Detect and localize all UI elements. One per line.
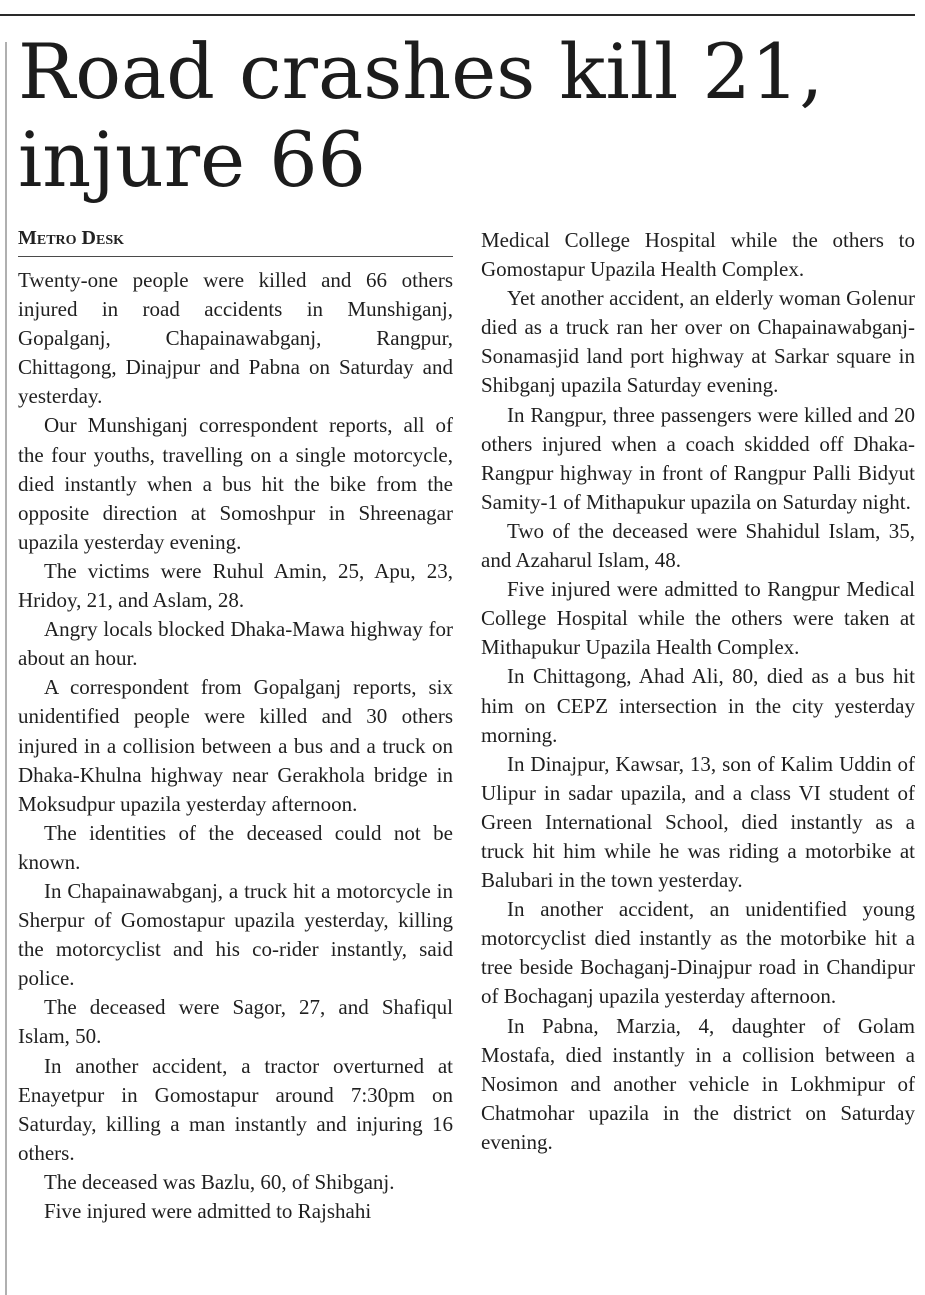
paragraph: The deceased was Bazlu, 60, of Shibganj. <box>44 1169 395 1194</box>
byline: Metro Desk <box>18 226 453 257</box>
paragraph: In Pabna, Marzia, 4, daughter of Golam Mostafa, died instantly in a collision between a Nosimon and another vehicle in Lokhmipur of Chatmohar upazila in the district on Saturday evening. <box>481 1013 915 1154</box>
paragraph: In another accident, an unidentified young motorcyclist died instantly as the motorbike hit a tree beside Bochaganj-Dinajpur road in Chandipur of Bochaganj upazila yesterday afternoon. <box>481 897 915 1009</box>
paragraph: In Chapainawabganj, a truck hit a motorcycle in Sherpur of Gomostapur upazila yesterday, killing the motorcyclist and his co-rider instantly, said police. <box>18 878 453 991</box>
article-column-right <box>481 226 915 1157</box>
paragraph: Medical College Hospital while the others to Gomostapur Upazila Health Complex. <box>481 228 915 282</box>
paragraph: The deceased were Sagor, 27, and Shafiqul Islam, 50. <box>18 995 453 1049</box>
paragraph: Yet another accident, an elderly woman Golenur died as a truck ran her over on Chapainawabganj-Sonamasjid land port highway at Sarkar square in Shibganj upazila Saturday evening. <box>481 286 915 398</box>
paragraph: Twenty-one people were killed and 66 others injured in road accidents in Munshiganj, Gopalganj, Chapainawabganj, Rangpur, Chittagong, Dinajpur and Pabna on Saturday and yesterday. <box>18 268 453 409</box>
paragraph: Five injured were admitted to Rangpur Medical College Hospital while the others were taken at Mithapukur Upazila Health Complex. <box>481 577 915 660</box>
headline-line-1: Road crashes kill 21, <box>18 27 824 116</box>
paragraph: In Rangpur, three passengers were killed and 20 others injured when a coach skidded off Dhaka-Rangpur highway in front of Rangpur Palli Bidyut Samity-1 of Mithapukur upazila on Saturday night. <box>481 402 915 514</box>
paragraph: A correspondent from Gopalganj reports, six unidentified people were killed and 30 others injured in a collision between a bus and a truck on Dhaka-Khulna highway near Gerakhola bridge in Moksudpur upazila yesterday afternoon. <box>18 675 453 816</box>
column-rule <box>5 42 7 1295</box>
headline-line-2: injure 66 <box>18 115 366 204</box>
headline <box>18 28 908 204</box>
paragraph: Our Munshiganj correspondent reports, all of the four youths, travelling on a single motorcycle, died instantly when a bus hit the bike from the opposite direction at Somoshpur in Shreenagar upazila yesterday evening. <box>18 413 453 554</box>
paragraph: In Chittagong, Ahad Ali, 80, died as a bus hit him on CEPZ intersection in the city yesterday morning. <box>481 664 915 747</box>
paragraph: The identities of the deceased could not be known. <box>18 820 453 874</box>
paragraph: Five injured were admitted to Rajshahi <box>44 1199 372 1223</box>
paragraph: The victims were Ruhul Amin, 25, Apu, 23, Hridoy, 21, and Aslam, 28. <box>18 558 453 613</box>
paragraph: Angry locals blocked Dhaka-Mawa highway for about an hour. <box>18 617 453 671</box>
paragraph: Two of the deceased were Shahidul Islam, 35, and Azaharul Islam, 48. <box>481 518 915 573</box>
article-column-left <box>18 226 453 1226</box>
top-rule <box>0 14 915 16</box>
paragraph: In another accident, a tractor overturned at Enayetpur in Gomostapur around 7:30pm on Saturday, killing a man instantly and injuring 16 others. <box>18 1053 453 1165</box>
paragraph: In Dinajpur, Kawsar, 13, son of Kalim Uddin of Ulipur in sadar upazila, and a class VI student of Green International School, died instantly as a truck hit him while he was riding a motorbike at Balubari in the town yesterday. <box>481 751 915 893</box>
